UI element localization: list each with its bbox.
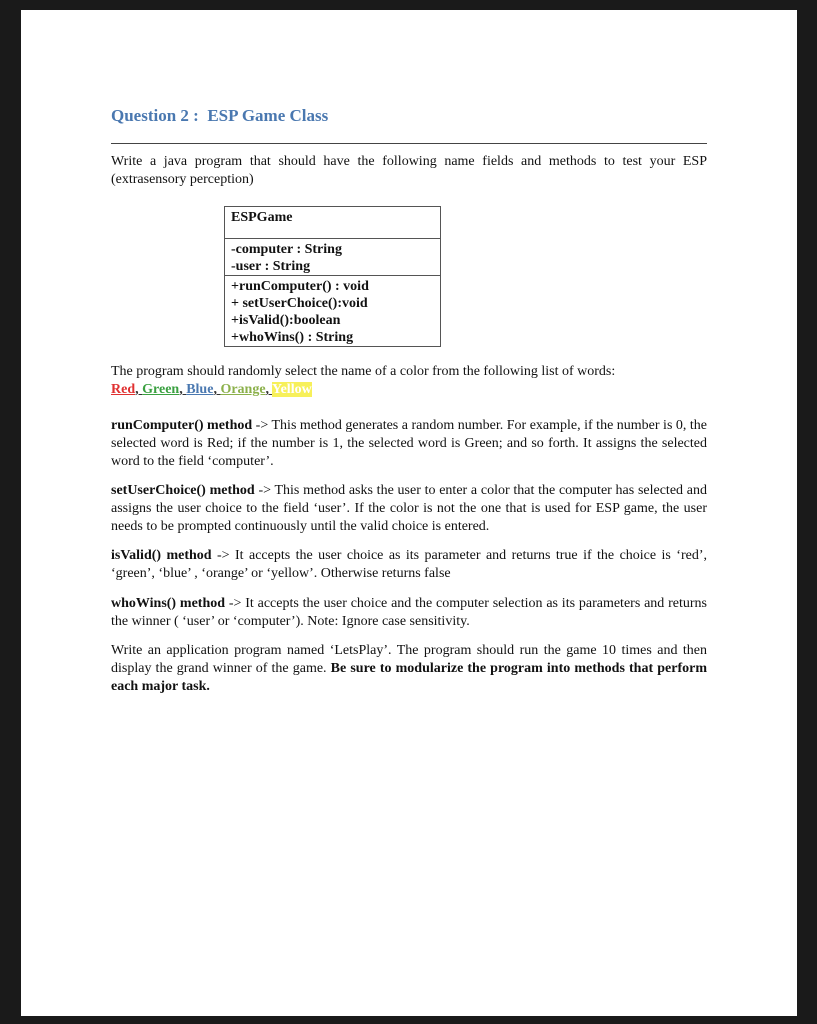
heading-divider	[111, 143, 707, 144]
uml-class-diagram	[224, 206, 441, 347]
application-paragraph	[111, 642, 707, 696]
document-page	[21, 10, 797, 1016]
uml-field: -computer : String	[231, 242, 342, 257]
uml-method: +runComputer() : void	[231, 279, 369, 294]
method-arrow: ->	[211, 548, 235, 563]
set-user-choice-description: This method asks the user to enter a color that the computer has selected and assigns the user choice to the field ‘user’. If the color is not the one that is used for ESP game, the user needs to be prompted continuously until the valid choice is entered.	[111, 483, 707, 534]
color-word-list	[111, 381, 312, 399]
uml-field: -user : String	[231, 259, 311, 274]
uml-method: + setUserChoice():void	[231, 296, 368, 311]
color-separator: ,	[213, 382, 221, 397]
run-computer-label: runComputer() method	[111, 418, 253, 433]
uml-fields-section	[225, 238, 440, 275]
colors-intro-paragraph: The program should randomly select the name of a color from the following list of words:	[111, 364, 616, 379]
method-arrow: ->	[254, 483, 275, 498]
question-heading: Question 2 : ESP Game Class	[111, 106, 329, 125]
color-word-yellow: Yellow	[272, 382, 312, 397]
method-arrow: ->	[252, 418, 272, 433]
application-emphasis: Be sure to modularize the program into methods that perform each major task.	[111, 661, 707, 694]
color-word-red: Red	[111, 382, 136, 397]
who-wins-description: It accepts the user choice and the computer selection as its parameters and returns the winner ( ‘user’ or ‘computer’). Note: Ignore case sensitivity.	[111, 596, 708, 629]
who-wins-label: whoWins() method	[111, 596, 226, 611]
run-computer-description: This method generates a random number. For example, if the number is 0, the selected word is Red; if the number is 1, the selected word is Green; and so forth. It assigns the selected word to the field ‘computer’.	[111, 418, 708, 469]
uml-class-name: ESPGame	[231, 210, 293, 225]
set-user-choice-paragraph	[111, 482, 707, 536]
method-arrow: ->	[225, 596, 246, 611]
intro-paragraph: Write a java program that should have the following name fields and methods to test your ESP (extrasensory perception)	[111, 154, 707, 187]
run-computer-paragraph	[111, 417, 707, 471]
application-description: Write an application program named ‘LetsPlay’. The program should run the game 10 times and then display the grand winner of the game.	[111, 643, 707, 676]
is-valid-description: It accepts the user choice as its parameter and returns true if the choice is ‘red’, ‘green’, ‘blue’ , ‘orange’ or ‘yellow’. Otherwise returns false	[111, 548, 707, 581]
is-valid-label: isValid() method	[111, 548, 212, 563]
uml-class-name-section	[225, 207, 440, 238]
set-user-choice-label: setUserChoice() method	[111, 483, 255, 498]
color-separator: ,	[179, 382, 187, 397]
color-word-green: Green	[142, 382, 180, 397]
color-word-blue: Blue	[186, 382, 214, 397]
color-separator: ,	[135, 382, 143, 397]
color-separator: ,	[265, 382, 273, 397]
who-wins-paragraph	[111, 595, 707, 631]
color-word-orange: Orange	[220, 382, 266, 397]
uml-method: +whoWins() : String	[231, 330, 354, 345]
uml-methods-section	[225, 275, 440, 346]
uml-method: +isValid():boolean	[231, 313, 341, 328]
is-valid-paragraph	[111, 547, 707, 583]
